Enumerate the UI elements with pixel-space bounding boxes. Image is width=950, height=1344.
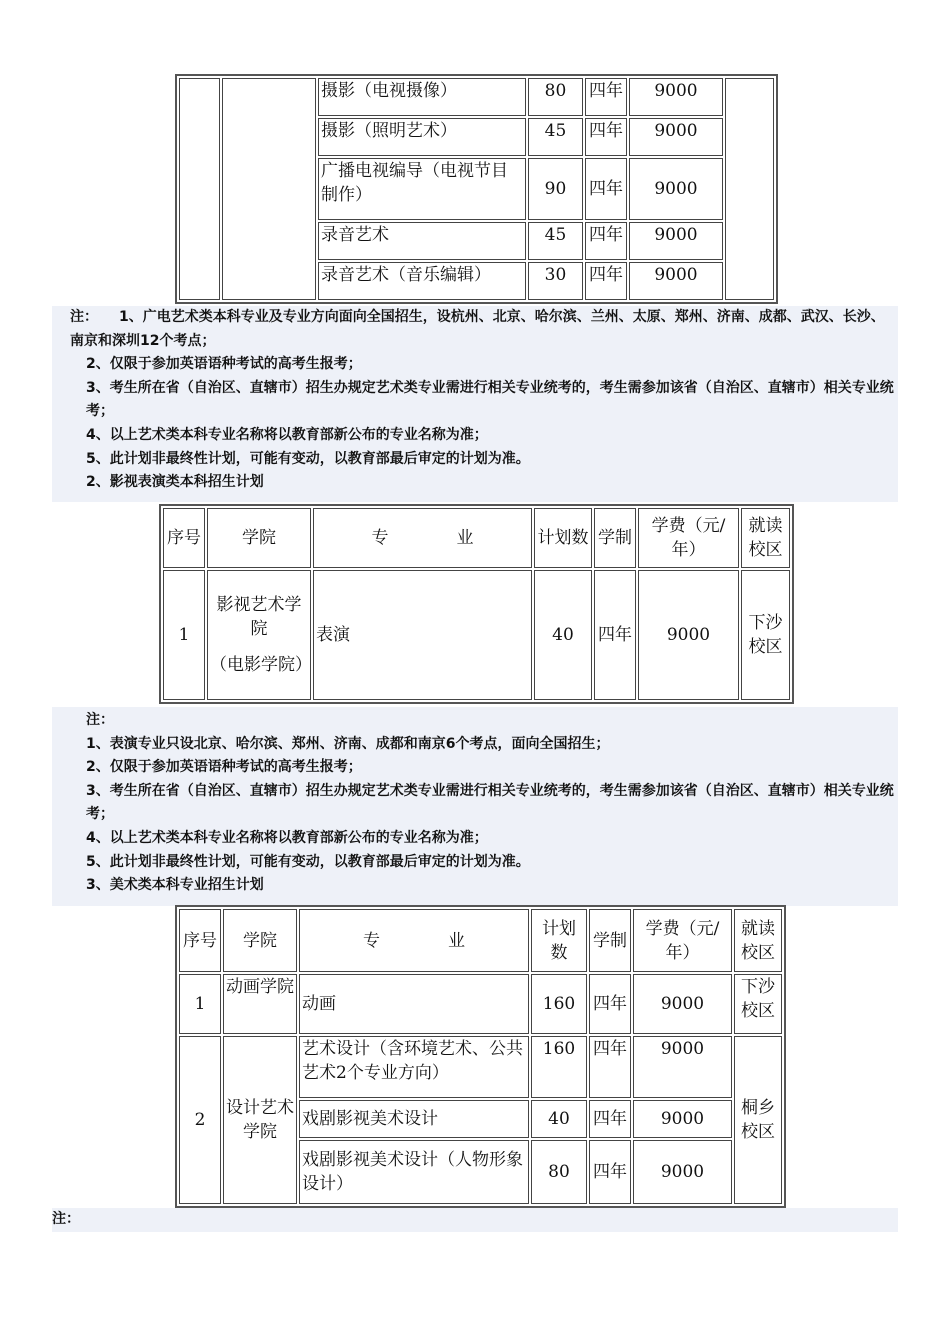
row-no: 1 bbox=[179, 974, 221, 1034]
row-major: 戏剧影视美术设计（人物形象设计） bbox=[299, 1140, 529, 1204]
row-plan: 160 bbox=[531, 1036, 587, 1098]
notes-block-1 bbox=[52, 306, 898, 502]
row-campus: 下沙校区 bbox=[734, 974, 782, 1034]
row-plan: 160 bbox=[531, 974, 587, 1034]
header-years: 学制 bbox=[594, 508, 636, 568]
note-item: 5、此计划非最终性计划，可能有变动，以教育部最后审定的计划为准。 bbox=[86, 853, 530, 870]
row-college: 动画学院 bbox=[223, 974, 297, 1034]
section-heading: 2、影视表演类本科招生计划 bbox=[86, 474, 264, 491]
row-fee: 9000 bbox=[633, 1100, 732, 1138]
table1-years-cell: 四年 bbox=[585, 262, 627, 300]
row-campus: 下沙校区 bbox=[741, 570, 790, 700]
header-no: 序号 bbox=[163, 508, 205, 568]
note-item: 4、以上艺术类本科专业名称将以教育部新公布的专业名称为准； bbox=[86, 829, 488, 846]
table1-plan-cell: 45 bbox=[528, 222, 583, 260]
row-no: 1 bbox=[163, 570, 205, 700]
table1-major-cell: 录音艺术 bbox=[318, 222, 526, 260]
header-major: 专 业 bbox=[299, 909, 529, 972]
header-fee: 学费（元/年） bbox=[633, 909, 732, 972]
row-college: 设计艺术学院 bbox=[223, 1036, 297, 1204]
row-fee: 9000 bbox=[633, 1140, 732, 1204]
broadcast-art-plan-table bbox=[175, 74, 778, 304]
header-college: 学院 bbox=[223, 909, 297, 972]
table1-major-cell: 摄影（电视摄像） bbox=[318, 78, 526, 116]
note-item: 4、以上艺术类本科专业名称将以教育部新公布的专业名称为准； bbox=[86, 426, 488, 443]
row-campus: 桐乡校区 bbox=[734, 1036, 782, 1204]
header-years: 学制 bbox=[589, 909, 631, 972]
note-item: 3、考生所在省（自治区、直辖市）招生办规定艺术类专业需进行相关专业统考的，考生需参加该省（自治区、直辖市）相关专业统考； bbox=[86, 379, 894, 420]
note-item: 2、仅限于参加英语语种考试的高考生报考； bbox=[86, 759, 362, 776]
row-major: 表演 bbox=[313, 570, 532, 700]
header-plan: 计划数 bbox=[534, 508, 592, 568]
note-item: 5、此计划非最终性计划，可能有变动，以教育部最后审定的计划为准。 bbox=[86, 450, 530, 467]
row-no: 2 bbox=[179, 1036, 221, 1204]
college-name: 影视艺术学院 bbox=[216, 595, 302, 639]
header-no: 序号 bbox=[179, 909, 221, 972]
notes-block-2 bbox=[52, 707, 898, 906]
row-plan: 40 bbox=[531, 1100, 587, 1138]
table1-years-cell: 四年 bbox=[585, 78, 627, 116]
table1-fee-cell: 9000 bbox=[629, 222, 723, 260]
row-fee: 9000 bbox=[638, 570, 739, 700]
row-fee: 9000 bbox=[633, 1036, 732, 1098]
table1-fee-cell: 9000 bbox=[629, 262, 723, 300]
row-college bbox=[207, 570, 311, 700]
row-major: 动画 bbox=[299, 974, 529, 1034]
notes-block-3 bbox=[52, 1208, 898, 1232]
note-item: 3、考生所在省（自治区、直辖市）招生办规定艺术类专业需进行相关专业统考的，考生需参加该省（自治区、直辖市）相关专业统考； bbox=[86, 782, 894, 823]
note-item: 1、表演专业只设北京、哈尔滨、郑州、济南、成都和南京6个考点，面向全国招生； bbox=[86, 735, 610, 752]
header-campus: 就读校区 bbox=[741, 508, 790, 568]
performance-plan-table bbox=[159, 504, 794, 704]
row-plan: 40 bbox=[534, 570, 592, 700]
row-years: 四年 bbox=[589, 1100, 631, 1138]
header-campus: 就读校区 bbox=[734, 909, 782, 972]
row-plan: 80 bbox=[531, 1140, 587, 1204]
table1-empty-no-cell bbox=[179, 78, 220, 300]
table1-plan-cell: 45 bbox=[528, 118, 583, 156]
row-years: 四年 bbox=[589, 1036, 631, 1098]
row-major: 戏剧影视美术设计 bbox=[299, 1100, 529, 1138]
header-major: 专 业 bbox=[313, 508, 532, 568]
table1-fee-cell: 9000 bbox=[629, 78, 723, 116]
note-item: 2、仅限于参加英语语种考试的高考生报考； bbox=[86, 356, 362, 373]
header-plan: 计划数 bbox=[531, 909, 587, 972]
table1-empty-college-cell bbox=[222, 78, 316, 300]
row-major: 艺术设计（含环境艺术、公共艺术2个专业方向） bbox=[299, 1036, 529, 1098]
note-item: 注： 1、广电艺术类本科专业及专业方向面向全国招生，设杭州、北京、哈尔滨、兰州、太原、郑州、济南、成都、武汉、长沙、南京和深圳12个考点； bbox=[70, 309, 885, 349]
row-fee: 9000 bbox=[633, 974, 732, 1034]
row-years: 四年 bbox=[594, 570, 636, 700]
note-title: 注： bbox=[52, 1211, 80, 1227]
row-years: 四年 bbox=[589, 1140, 631, 1204]
table1-years-cell: 四年 bbox=[585, 118, 627, 156]
table1-years-cell: 四年 bbox=[585, 222, 627, 260]
row-years: 四年 bbox=[589, 974, 631, 1034]
table1-major-cell: 摄影（照明艺术） bbox=[318, 118, 526, 156]
table1-plan-cell: 90 bbox=[528, 158, 583, 220]
table1-fee-cell: 9000 bbox=[629, 158, 723, 220]
header-fee: 学费（元/年） bbox=[638, 508, 739, 568]
table1-major-cell: 广播电视编导（电视节目制作） bbox=[318, 158, 526, 220]
table1-empty-campus-cell bbox=[725, 78, 774, 300]
table1-plan-cell: 80 bbox=[528, 78, 583, 116]
section-heading: 3、美术类本科专业招生计划 bbox=[86, 877, 264, 894]
table1-major-cell: 录音艺术（音乐编辑） bbox=[318, 262, 526, 300]
note-title: 注： bbox=[86, 712, 114, 728]
table1-fee-cell: 9000 bbox=[629, 118, 723, 156]
college-alias: （电影学院） bbox=[210, 655, 312, 675]
table1-years-cell: 四年 bbox=[585, 158, 627, 220]
header-college: 学院 bbox=[207, 508, 311, 568]
fine-arts-plan-table bbox=[175, 905, 786, 1208]
table1-plan-cell: 30 bbox=[528, 262, 583, 300]
